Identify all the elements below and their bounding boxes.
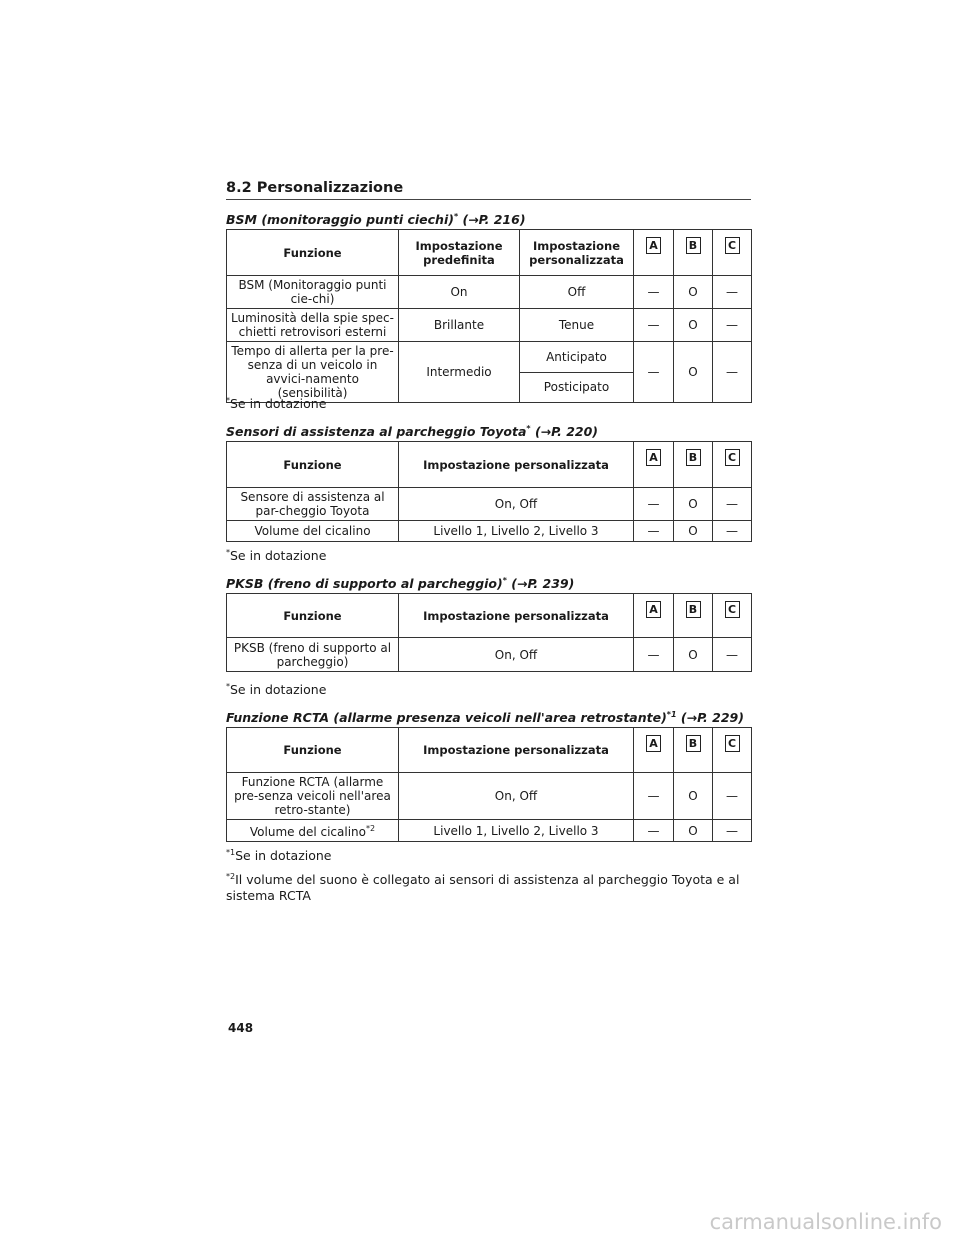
table-row — [227, 309, 752, 342]
column-header: Impostazione personalizzata — [399, 728, 634, 773]
table-header-row — [227, 728, 752, 773]
parking-footnote — [226, 545, 756, 564]
letter-a-icon: A — [646, 735, 661, 752]
b-cell: O — [674, 488, 713, 521]
bsm-title-mark: * — [453, 212, 459, 221]
letter-b-icon: B — [686, 735, 701, 752]
letter-c-icon: C — [725, 449, 740, 466]
table-row — [227, 521, 752, 542]
a-cell: — — [634, 488, 674, 521]
function-cell: Volume del cicalino — [227, 521, 399, 542]
table-row — [227, 638, 752, 672]
b-cell: O — [674, 773, 713, 820]
bsm-table — [226, 229, 752, 403]
c-cell: — — [713, 276, 752, 309]
default-cell: Brillante — [399, 309, 520, 342]
parking-title-line — [226, 421, 766, 440]
page-number: 448 — [228, 1021, 254, 1035]
custom-cell: On, Off — [399, 773, 634, 820]
rcta-footnote-2 — [226, 869, 756, 904]
column-header: Impostazione personalizzata — [520, 230, 634, 276]
a-cell: — — [634, 521, 674, 542]
table-header-row — [227, 230, 752, 276]
column-header: Funzione — [227, 442, 399, 488]
section-header: 8.2 Personalizzazione — [226, 179, 751, 200]
b-cell: O — [674, 342, 713, 403]
c-cell: — — [713, 773, 752, 820]
custom-cell: Tenue — [520, 309, 634, 342]
a-cell: — — [634, 638, 674, 672]
bsm-page-ref: (→P. 216) — [462, 212, 526, 228]
parking-title-mark: * — [526, 424, 531, 433]
custom-cell: Livello 1, Livello 2, Livello 3 — [399, 820, 634, 842]
pksb-table — [226, 593, 752, 672]
a-cell: — — [634, 820, 674, 842]
c-cell: — — [713, 342, 752, 403]
table-header-row — [227, 594, 752, 638]
pksb-footnote — [226, 679, 756, 698]
column-header-a — [634, 728, 674, 773]
footnote-text: Se in dotazione — [235, 848, 332, 864]
column-header: Funzione — [227, 230, 399, 276]
table-row — [227, 276, 752, 309]
b-cell: O — [674, 638, 713, 672]
parking-page-ref: (→P. 220) — [534, 424, 598, 440]
rcta-title: Funzione RCTA (allarme presenza veicoli nell'area retrostante) — [226, 710, 667, 726]
parking-table — [226, 441, 752, 542]
footnote-mark: * — [226, 396, 230, 405]
letter-c-icon: C — [725, 735, 740, 752]
pksb-title-mark: * — [502, 576, 507, 585]
rcta-title-mark: *1 — [666, 710, 677, 719]
column-header-c — [713, 728, 752, 773]
column-header-a — [634, 442, 674, 488]
c-cell: — — [713, 820, 752, 842]
footnote-text: Se in dotazione — [230, 396, 327, 412]
bsm-title: BSM (monitoraggio punti ciechi) — [226, 212, 454, 228]
column-header-b — [674, 594, 713, 638]
column-header: Impostazione predefinita — [399, 230, 520, 276]
function-mark: *2 — [366, 824, 376, 833]
custom-cell: Off — [520, 276, 634, 309]
c-cell: — — [713, 309, 752, 342]
table-row — [227, 488, 752, 521]
column-header-b — [674, 230, 713, 276]
footnote-mark: * — [226, 548, 230, 557]
default-cell: On — [399, 276, 520, 309]
table-row — [227, 342, 752, 373]
custom-cell: Posticipato — [520, 372, 634, 403]
column-header-a — [634, 230, 674, 276]
b-cell: O — [674, 820, 713, 842]
column-header-c — [713, 442, 752, 488]
rcta-title-line — [226, 707, 766, 726]
bsm-footnote — [226, 393, 756, 412]
letter-b-icon: B — [686, 237, 701, 254]
column-header-b — [674, 442, 713, 488]
table-header-row — [227, 442, 752, 488]
letter-b-icon: B — [686, 601, 701, 618]
function-cell: Tempo di allerta per la pre-senza di un veicolo in avvici-namento (sensibilità) — [227, 342, 399, 403]
b-cell: O — [674, 521, 713, 542]
custom-cell: Livello 1, Livello 2, Livello 3 — [399, 521, 634, 542]
column-header-a — [634, 594, 674, 638]
c-cell: — — [713, 488, 752, 521]
footnote-text: Il volume del suono è collegato ai sensori di assistenza al parcheggio Toyota e al sistema RCTA — [226, 872, 740, 904]
function-cell: BSM (Monitoraggio punti cie-chi) — [227, 276, 399, 309]
custom-cell: On, Off — [399, 638, 634, 672]
function-cell: Sensore di assistenza al par-cheggio Toyota — [227, 488, 399, 521]
table-row — [227, 773, 752, 820]
letter-c-icon: C — [725, 601, 740, 618]
pksb-page-ref: (→P. 239) — [511, 576, 575, 592]
letter-b-icon: B — [686, 449, 701, 466]
b-cell: O — [674, 276, 713, 309]
custom-cell: On, Off — [399, 488, 634, 521]
letter-c-icon: C — [725, 237, 740, 254]
column-header-c — [713, 230, 752, 276]
footnote-mark: *1 — [226, 848, 236, 857]
function-cell: Funzione RCTA (allarme pre-senza veicoli nell'area retro-stante) — [227, 773, 399, 820]
letter-a-icon: A — [646, 237, 661, 254]
letter-a-icon: A — [646, 601, 661, 618]
pksb-title: PKSB (freno di supporto al parcheggio) — [226, 576, 503, 592]
rcta-table — [226, 727, 752, 842]
footnote-text: Se in dotazione — [230, 682, 327, 698]
watermark: carmanualsonline.info — [709, 1210, 942, 1234]
footnote-mark: * — [226, 682, 230, 691]
letter-a-icon: A — [646, 449, 661, 466]
column-header: Funzione — [227, 594, 399, 638]
column-header: Impostazione personalizzata — [399, 442, 634, 488]
function-cell — [227, 820, 399, 842]
rcta-page-ref: (→P. 229) — [680, 710, 744, 726]
column-header-c — [713, 594, 752, 638]
a-cell: — — [634, 773, 674, 820]
footnote-mark: *2 — [226, 872, 236, 881]
column-header: Impostazione personalizzata — [399, 594, 634, 638]
function-cell: PKSB (freno di supporto al parcheggio) — [227, 638, 399, 672]
footnote-text: Se in dotazione — [230, 548, 327, 564]
column-header-b — [674, 728, 713, 773]
default-cell: Intermedio — [399, 342, 520, 403]
b-cell: O — [674, 309, 713, 342]
parking-title: Sensori di assistenza al parcheggio Toyota — [226, 424, 527, 440]
custom-cell: Anticipato — [520, 342, 634, 373]
pksb-title-line — [226, 573, 766, 592]
a-cell: — — [634, 309, 674, 342]
c-cell: — — [713, 521, 752, 542]
c-cell: — — [713, 638, 752, 672]
function-text: Volume del cicalino — [249, 825, 366, 839]
a-cell: — — [634, 342, 674, 403]
column-header: Funzione — [227, 728, 399, 773]
rcta-footnote-1 — [226, 845, 756, 864]
bsm-title-line — [226, 209, 766, 228]
table-row — [227, 820, 752, 842]
a-cell: — — [634, 276, 674, 309]
function-cell: Luminosità della spie spec-chietti retrovisori esterni — [227, 309, 399, 342]
